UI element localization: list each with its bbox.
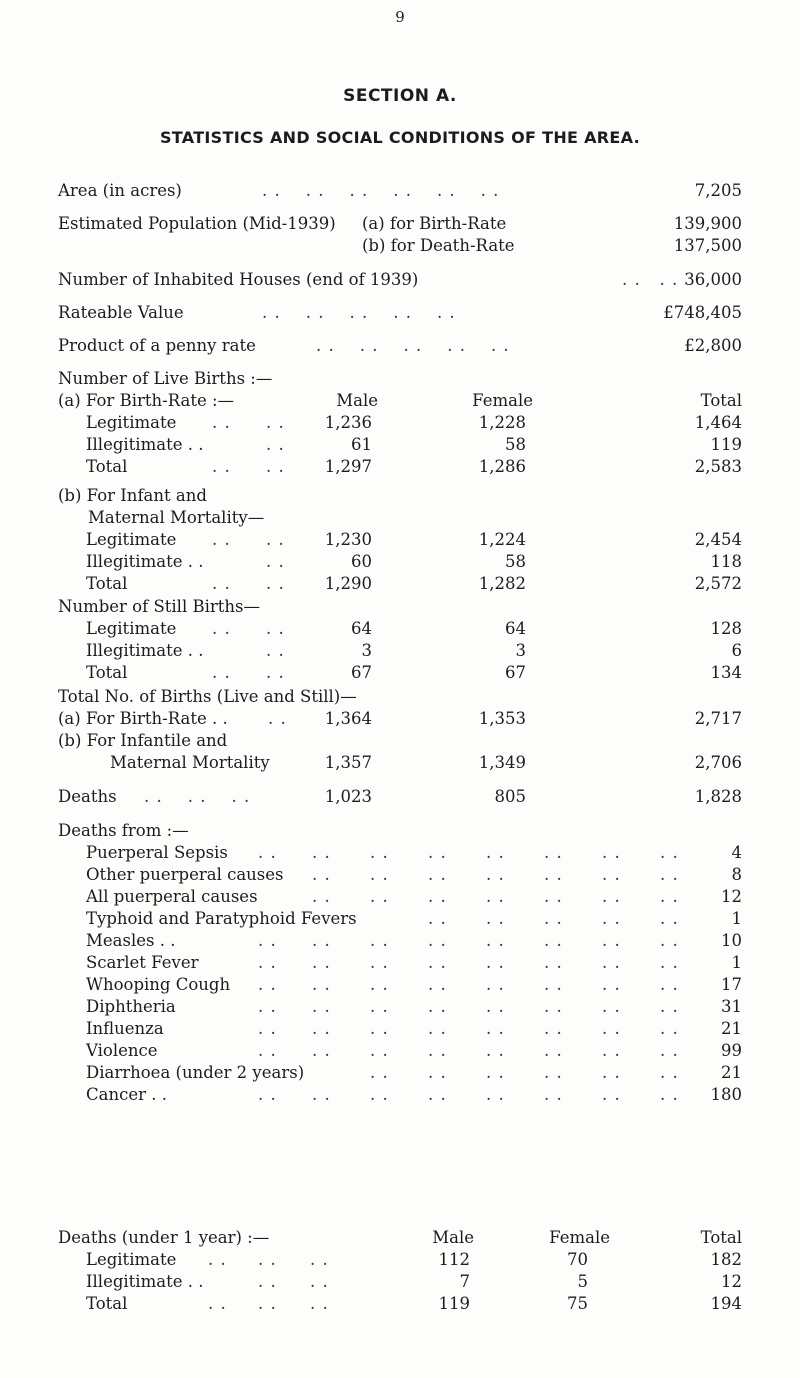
infant-deaths-header-female: Female — [549, 1228, 610, 1247]
leader-dots: . . — [486, 887, 505, 906]
houses-value: 36,000 — [684, 270, 742, 289]
deaths-female: 805 — [494, 787, 526, 806]
cause-value: 4 — [731, 843, 742, 862]
row-total: 118 — [710, 552, 742, 571]
row-female: 75 — [567, 1294, 588, 1313]
leader-dots: . . — [544, 887, 563, 906]
leader-dots: . . — [428, 975, 447, 994]
population-birth-value: 139,900 — [673, 214, 742, 233]
total-births-birth-rate-total: 2,717 — [694, 709, 742, 728]
leader-dots: . . — [602, 1041, 621, 1060]
row-female: 5 — [577, 1272, 588, 1291]
leader-dots: . . — [428, 931, 447, 950]
leader-dots: . . — [486, 953, 505, 972]
leader-dots: . . — [602, 975, 621, 994]
leader-dots: . . — [310, 1294, 329, 1313]
leader-dots: . . — [212, 457, 231, 476]
deaths-label: Deaths — [58, 787, 117, 806]
row-female: 64 — [505, 619, 526, 638]
row-label: Legitimate — [86, 530, 177, 549]
main-title: STATISTICS AND SOCIAL CONDITIONS OF THE AREA. — [159, 128, 641, 147]
cause-label: Whooping Cough — [86, 975, 231, 994]
page-number: 9 — [395, 8, 405, 26]
leader-dots: . . — [266, 619, 285, 638]
cause-value: 180 — [710, 1085, 742, 1104]
row-total: 2,583 — [694, 457, 742, 476]
leader-dots: . . — [428, 1041, 447, 1060]
leader-dots: . . — [266, 574, 285, 593]
leader-dots: . . — [370, 843, 389, 862]
cause-label: Diarrhoea (under 2 years) — [86, 1063, 305, 1082]
deaths-male: 1,023 — [324, 787, 372, 806]
cause-label: Scarlet Fever — [86, 953, 199, 972]
leader-dots: . . — [544, 953, 563, 972]
leader-dots: . . — [428, 909, 447, 928]
row-total: 182 — [710, 1250, 742, 1269]
leader-dots: . . — [312, 843, 331, 862]
total-births-birth-rate-male: 1,364 — [324, 709, 372, 728]
infant-deaths-header-total: Total — [700, 1228, 742, 1247]
leader-dots: . . — [370, 1063, 389, 1082]
total-births-infantile-total: 2,706 — [694, 753, 742, 772]
leader-dots: . . — [428, 1063, 447, 1082]
total-births-birth-rate-female: 1,353 — [478, 709, 526, 728]
row-total: 119 — [710, 435, 742, 454]
row-male: 7 — [459, 1272, 470, 1291]
leader-dots: . . — [312, 887, 331, 906]
cause-value: 17 — [721, 975, 742, 994]
birth-rate-heading: (a) For Birth-Rate :— — [58, 391, 235, 410]
row-total: 2,572 — [694, 574, 742, 593]
leader-dots: . . — [660, 975, 679, 994]
leader-dots: . . — [312, 865, 331, 884]
population-label: Estimated Population (Mid-1939) — [58, 214, 336, 233]
leader-dots: . . — [544, 865, 563, 884]
cause-label: All puerperal causes — [86, 887, 258, 906]
leader-dots: . . — [312, 953, 331, 972]
row-female: 3 — [515, 641, 526, 660]
leader-dots: . . — [602, 909, 621, 928]
row-male: 1,230 — [324, 530, 372, 549]
leader-dots: . . — [428, 953, 447, 972]
leader-dots: . . — [370, 953, 389, 972]
row-female: 1,224 — [478, 530, 526, 549]
leader-dots: . . — [212, 663, 231, 682]
deaths-from-heading: Deaths from :— — [58, 821, 189, 840]
cause-label: Cancer . . — [86, 1085, 167, 1104]
cause-value: 10 — [721, 931, 742, 950]
total-births-infantile-label2: Maternal Mortality — [110, 753, 270, 772]
leader-dots: . . — [660, 953, 679, 972]
leader-dots: . . — [660, 1041, 679, 1060]
leader-dots: . . — [602, 887, 621, 906]
header-female: Female — [472, 391, 533, 410]
row-female: 70 — [567, 1250, 588, 1269]
cause-value: 1 — [731, 909, 742, 928]
row-label: Legitimate — [86, 413, 177, 432]
section-title: SECTION A. — [343, 86, 457, 106]
leader-dots: . . — [602, 953, 621, 972]
leader-dots: . . — [486, 997, 505, 1016]
leader-dots: . . — [602, 843, 621, 862]
leader-dots: . . — [208, 1250, 227, 1269]
leader-dots: . . — [428, 887, 447, 906]
cause-value: 1 — [731, 953, 742, 972]
leader-dots: . . — [486, 975, 505, 994]
row-male: 1,290 — [324, 574, 372, 593]
cause-label: Diphtheria — [86, 997, 176, 1016]
leader-dots: . . — [544, 1085, 563, 1104]
row-total: 194 — [710, 1294, 742, 1313]
row-total: 12 — [721, 1272, 742, 1291]
leader-dots: . . — [370, 1041, 389, 1060]
leader-dots: . . — [266, 457, 285, 476]
row-male: 60 — [351, 552, 372, 571]
cause-label: Puerperal Sepsis — [86, 843, 228, 862]
cause-label: Other puerperal causes — [86, 865, 284, 884]
leader-dots: . . — [212, 574, 231, 593]
cause-value: 21 — [721, 1063, 742, 1082]
leader-dots: . . — [486, 843, 505, 862]
leader-dots: . . — [660, 1085, 679, 1104]
rateable-label: Rateable Value — [58, 303, 184, 322]
houses-label: Number of Inhabited Houses (end of 1939) — [58, 270, 419, 289]
row-male: 61 — [351, 435, 372, 454]
leader-dots: . . — [212, 530, 231, 549]
row-label: Illegitimate . . — [86, 435, 204, 454]
row-label: Illegitimate . . — [86, 1272, 204, 1291]
leader-dots: . . — [486, 865, 505, 884]
leader-dots: . . — [544, 909, 563, 928]
leader-dots: . . — [370, 887, 389, 906]
leader-dots: . . — [266, 435, 285, 454]
live-births-heading: Number of Live Births :— — [58, 369, 273, 388]
leader-dots: . . — [486, 1041, 505, 1060]
row-label: Illegitimate . . — [86, 641, 204, 660]
row-male: 3 — [361, 641, 372, 660]
penny-label: Product of a penny rate — [58, 336, 256, 355]
population-birth-label: (a) for Birth-Rate — [362, 214, 507, 233]
leader-dots: . . — [258, 1250, 277, 1269]
leader-dots: . . — [258, 1272, 277, 1291]
row-male: 1,236 — [324, 413, 372, 432]
cause-value: 99 — [721, 1041, 742, 1060]
leader-dots: . . — [212, 413, 231, 432]
leader-dots: . . — [370, 997, 389, 1016]
leader-dots: . . — [310, 1272, 329, 1291]
row-label: Total — [86, 1294, 128, 1313]
cause-label: Influenza — [86, 1019, 164, 1038]
cause-label: Measles . . — [86, 931, 176, 950]
total-births-birth-rate-label: (a) For Birth-Rate . . — [58, 709, 228, 728]
leader-dots: . . — [258, 953, 277, 972]
leader-dots: . . — [602, 931, 621, 950]
leader-dots: . . — [268, 709, 287, 728]
leader-dots: . . — [428, 1085, 447, 1104]
row-female: 1,286 — [478, 457, 526, 476]
cause-label: Typhoid and Paratyphoid Fevers — [86, 909, 357, 928]
infant-heading-line2: Maternal Mortality— — [88, 508, 265, 527]
leader-dots: . . . . — [622, 270, 679, 289]
total-births-infantile-label1: (b) For Infantile and — [58, 731, 228, 750]
header-male: Male — [336, 391, 378, 410]
leader-dots: . . — [428, 843, 447, 862]
leader-dots: . . — [660, 997, 679, 1016]
rateable-value: £748,405 — [663, 303, 742, 322]
leader-dots: . . — [544, 975, 563, 994]
leader-dots: . . — [370, 1019, 389, 1038]
row-male: 67 — [351, 663, 372, 682]
leader-dots: . . — [486, 909, 505, 928]
leader-dots: . . — [312, 975, 331, 994]
leader-dots: . . — [660, 887, 679, 906]
row-total: 128 — [710, 619, 742, 638]
leader-dots: . . — [266, 663, 285, 682]
leader-dots: . . — [312, 997, 331, 1016]
leader-dots: . . — [544, 997, 563, 1016]
leader-dots: . . — [544, 1063, 563, 1082]
leader-dots: . . — [266, 413, 285, 432]
total-births-heading: Total No. of Births (Live and Still)— — [58, 687, 357, 706]
leader-dots: . . — [602, 1085, 621, 1104]
leader-dots: . . — [208, 1294, 227, 1313]
total-births-infantile-male: 1,357 — [324, 753, 372, 772]
leader-dots: . . — [602, 997, 621, 1016]
cause-value: 12 — [721, 887, 742, 906]
leader-dots: . . . . . . — [144, 787, 251, 806]
leader-dots: . . . . . . . . . . — [316, 336, 510, 355]
infant-deaths-heading: Deaths (under 1 year) :— — [58, 1228, 270, 1247]
infant-deaths-header-male: Male — [432, 1228, 474, 1247]
row-female: 58 — [505, 552, 526, 571]
area-value: 7,205 — [694, 181, 742, 200]
cause-label: Violence — [86, 1041, 158, 1060]
leader-dots: . . — [312, 1085, 331, 1104]
leader-dots: . . — [602, 865, 621, 884]
header-total: Total — [700, 391, 742, 410]
population-death-value: 137,500 — [673, 236, 742, 255]
row-label: Illegitimate . . — [86, 552, 204, 571]
population-death-label: (b) for Death-Rate — [362, 236, 515, 255]
leader-dots: . . — [602, 1019, 621, 1038]
leader-dots: . . — [486, 1019, 505, 1038]
leader-dots: . . — [258, 843, 277, 862]
leader-dots: . . — [428, 997, 447, 1016]
row-female: 1,282 — [478, 574, 526, 593]
row-male: 112 — [438, 1250, 470, 1269]
row-female: 1,228 — [478, 413, 526, 432]
leader-dots: . . — [428, 1019, 447, 1038]
row-male: 1,297 — [324, 457, 372, 476]
leader-dots: . . — [660, 909, 679, 928]
leader-dots: . . — [258, 975, 277, 994]
cause-value: 21 — [721, 1019, 742, 1038]
leader-dots: . . — [486, 1085, 505, 1104]
row-male: 64 — [351, 619, 372, 638]
leader-dots: . . — [544, 1019, 563, 1038]
leader-dots: . . — [266, 530, 285, 549]
leader-dots: . . — [370, 1085, 389, 1104]
row-female: 58 — [505, 435, 526, 454]
leader-dots: . . — [544, 1041, 563, 1060]
penny-value: £2,800 — [684, 336, 742, 355]
leader-dots: . . — [370, 975, 389, 994]
leader-dots: . . — [258, 931, 277, 950]
row-total: 2,454 — [694, 530, 742, 549]
leader-dots: . . . . . . . . . . — [262, 303, 456, 322]
leader-dots: . . — [310, 1250, 329, 1269]
row-total: 6 — [731, 641, 742, 660]
leader-dots: . . — [266, 552, 285, 571]
leader-dots: . . — [312, 931, 331, 950]
leader-dots: . . — [486, 931, 505, 950]
area-label: Area (in acres) — [58, 181, 182, 200]
leader-dots: . . — [544, 931, 563, 950]
row-label: Legitimate — [86, 619, 177, 638]
row-label: Total — [86, 663, 128, 682]
leader-dots: . . — [428, 865, 447, 884]
leader-dots: . . — [660, 1063, 679, 1082]
row-label: Total — [86, 574, 128, 593]
leader-dots: . . — [258, 997, 277, 1016]
row-total: 1,464 — [694, 413, 742, 432]
leader-dots: . . — [370, 865, 389, 884]
leader-dots: . . — [266, 641, 285, 660]
cause-value: 8 — [731, 865, 742, 884]
leader-dots: . . — [486, 1063, 505, 1082]
leader-dots: . . — [602, 1063, 621, 1082]
leader-dots: . . . . . . . . . . . . — [262, 181, 500, 200]
leader-dots: . . — [370, 931, 389, 950]
leader-dots: . . — [544, 843, 563, 862]
leader-dots: . . — [258, 1019, 277, 1038]
leader-dots: . . — [312, 1041, 331, 1060]
leader-dots: . . — [258, 1041, 277, 1060]
deaths-total: 1,828 — [694, 787, 742, 806]
cause-value: 31 — [721, 997, 742, 1016]
leader-dots: . . — [258, 1294, 277, 1313]
leader-dots: . . — [660, 931, 679, 950]
row-total: 134 — [710, 663, 742, 682]
row-male: 119 — [438, 1294, 470, 1313]
infant-heading-line1: (b) For Infant and — [58, 486, 207, 505]
total-births-infantile-female: 1,349 — [478, 753, 526, 772]
leader-dots: . . — [660, 1019, 679, 1038]
leader-dots: . . — [660, 843, 679, 862]
leader-dots: . . — [660, 865, 679, 884]
leader-dots: . . — [312, 1019, 331, 1038]
row-label: Legitimate — [86, 1250, 177, 1269]
leader-dots: . . — [212, 619, 231, 638]
still-births-heading: Number of Still Births— — [58, 597, 260, 616]
leader-dots: . . — [258, 1085, 277, 1104]
row-label: Total — [86, 457, 128, 476]
row-female: 67 — [505, 663, 526, 682]
